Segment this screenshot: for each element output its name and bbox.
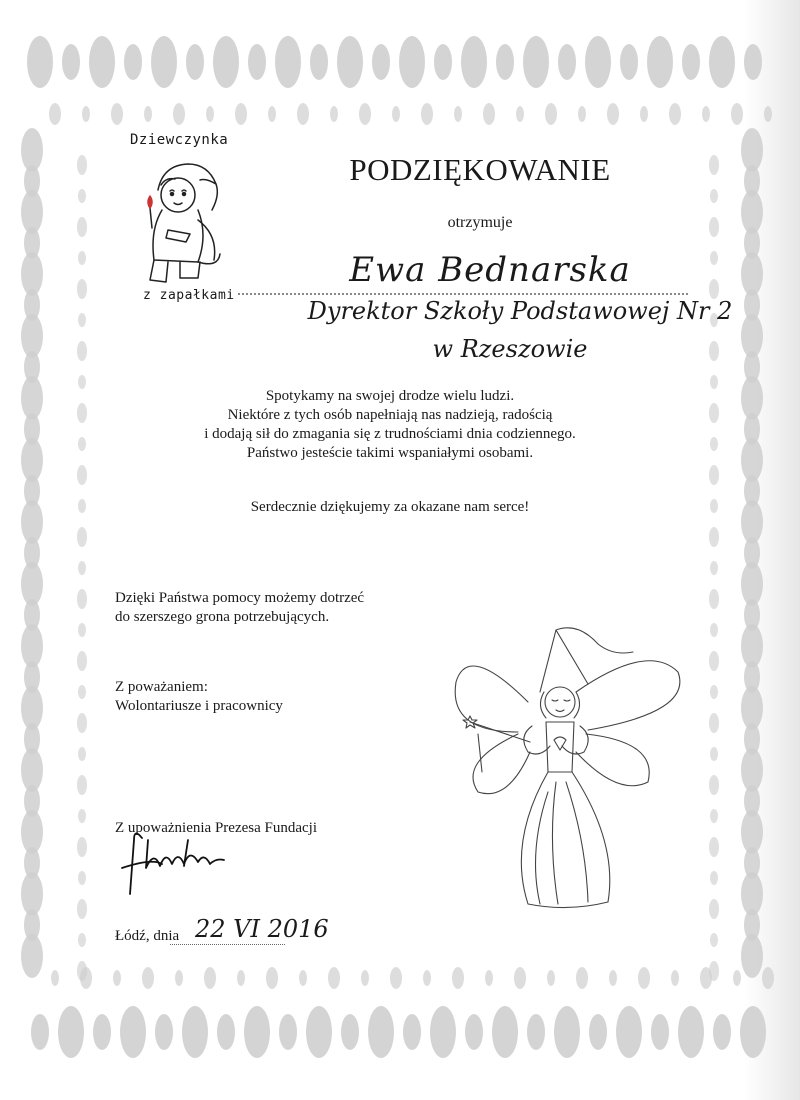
border-dot [710, 189, 718, 203]
border-dot [709, 837, 719, 857]
border-dot [589, 1014, 607, 1050]
border-dot [78, 313, 86, 327]
border-dot [248, 44, 266, 80]
border-dot [607, 103, 619, 125]
border-dot [213, 36, 239, 88]
border-dot [142, 967, 154, 989]
border-dot [21, 934, 43, 978]
border-dot [516, 106, 524, 122]
border-dot [372, 44, 390, 80]
border-dot [78, 933, 86, 947]
border-dot [279, 1014, 297, 1050]
border-dot [741, 934, 763, 978]
border-dot [709, 36, 735, 88]
date-value: 22 VI 2016 [195, 915, 329, 943]
paragraph-line: Niektóre z tych osób napełniają nas nadzieją, radością [227, 407, 553, 423]
border-dot [299, 970, 307, 986]
border-dot [310, 44, 328, 80]
border-dot [78, 809, 86, 823]
border-dot [710, 685, 718, 699]
border-dot [710, 871, 718, 885]
border-dot [217, 1014, 235, 1050]
border-dot [423, 970, 431, 986]
recipient-role-line1: Dyrektor Szkoły Podstawowej Nr 2 [307, 297, 733, 325]
border-dot [155, 1014, 173, 1050]
border-dot [733, 970, 741, 986]
border-dot [51, 970, 59, 986]
border-dot [710, 623, 718, 637]
border-dot [527, 1014, 545, 1050]
border-dot [547, 970, 555, 986]
border-dot [306, 1006, 332, 1058]
border-dot [620, 44, 638, 80]
border-dot [616, 1006, 642, 1058]
border-dot [764, 106, 772, 122]
border-dot [638, 967, 650, 989]
border-dot [204, 967, 216, 989]
border-dot [709, 713, 719, 733]
border-dot [578, 106, 586, 122]
border-dot [275, 36, 301, 88]
border-dot [710, 809, 718, 823]
border-dot [576, 967, 588, 989]
border-dot [496, 44, 514, 80]
border-dot [93, 1014, 111, 1050]
border-dot [341, 1014, 359, 1050]
border-dot [237, 970, 245, 986]
border-dot [77, 775, 87, 795]
border-dot [523, 36, 549, 88]
border-dot [671, 970, 679, 986]
help-line: Dzięki Państwa pomocy możemy dotrzeć [115, 590, 365, 606]
border-dot [430, 1006, 456, 1058]
certificate-title: PODZIĘKOWANIE [349, 152, 611, 187]
border-dot [49, 103, 61, 125]
border-dot [554, 1006, 580, 1058]
border-dot [78, 623, 86, 637]
authorization-line: Z upoważnienia Prezesa Fundacji [115, 820, 318, 836]
border-dot [710, 561, 718, 575]
regards-line: Z poważaniem: [115, 679, 208, 695]
border-dot [330, 106, 338, 122]
recipient-name: Ewa Bednarska [349, 250, 631, 290]
border-dot [710, 933, 718, 947]
border-dot [266, 967, 278, 989]
border-dot [62, 44, 80, 80]
paragraph-line: i dodają sił do zmagania się z trudnościami dnia codziennego. [204, 426, 576, 442]
border-dot [710, 251, 718, 265]
border-dot [77, 961, 87, 981]
border-dot [77, 465, 87, 485]
border-dot [78, 747, 86, 761]
border-dot [77, 279, 87, 299]
border-dot [483, 103, 495, 125]
border-dot [175, 970, 183, 986]
border-dot [78, 251, 86, 265]
border-dot [709, 465, 719, 485]
border-dot [492, 1006, 518, 1058]
border-dot [78, 871, 86, 885]
help-line: do szerszego grona potrzebujących. [115, 609, 330, 625]
border-dot [359, 103, 371, 125]
border-dot [558, 44, 576, 80]
border-dot [403, 1014, 421, 1050]
border-dot [421, 103, 433, 125]
border-dot [647, 36, 673, 88]
border-dot [709, 899, 719, 919]
border-dot [713, 1014, 731, 1050]
border-dot [709, 589, 719, 609]
border-dot [328, 967, 340, 989]
border-dot [640, 106, 648, 122]
border-dot [461, 36, 487, 88]
border-dot [124, 44, 142, 80]
border-dot [77, 713, 87, 733]
border-dot [545, 103, 557, 125]
border-dot [740, 1006, 766, 1058]
border-dot [465, 1014, 483, 1050]
border-dot [454, 106, 462, 122]
border-dot [390, 967, 402, 989]
border-dot [77, 651, 87, 671]
border-dot [368, 1006, 394, 1058]
border-dot [120, 1006, 146, 1058]
border-dot [709, 527, 719, 547]
border-dot [77, 589, 87, 609]
border-dot [27, 36, 53, 88]
border-dot [709, 961, 719, 981]
border-dot [709, 279, 719, 299]
border-dot [651, 1014, 669, 1050]
handwritten-signature-icon [112, 830, 242, 900]
border-dot [731, 103, 743, 125]
date-dotted-line [170, 944, 285, 945]
border-dot [744, 44, 762, 80]
message-paragraph [0, 387, 780, 463]
border-dot [77, 527, 87, 547]
border-dot [77, 837, 87, 857]
border-dot [173, 103, 185, 125]
border-dot [235, 103, 247, 125]
border-dot [268, 106, 276, 122]
border-dot [452, 967, 464, 989]
border-dot [678, 1006, 704, 1058]
regards-text [115, 678, 283, 716]
receives-label: otrzymuje [447, 214, 513, 231]
border-dot [77, 899, 87, 919]
recipient-dotted-line [238, 293, 688, 295]
help-text [115, 589, 364, 627]
border-dot [111, 103, 123, 125]
border-dot [669, 103, 681, 125]
border-dot [702, 106, 710, 122]
fairy-godmother-icon [448, 622, 698, 912]
border-dot [392, 106, 400, 122]
border-dot [361, 970, 369, 986]
border-dot [337, 36, 363, 88]
border-dot [514, 967, 526, 989]
recipient-role-line2: w Rzeszowie [432, 335, 588, 363]
border-dot [485, 970, 493, 986]
border-dot [182, 1006, 208, 1058]
border-dot [244, 1006, 270, 1058]
border-dot [186, 44, 204, 80]
border-dot [89, 36, 115, 88]
border-dot [434, 44, 452, 80]
border-dot [762, 967, 774, 989]
paragraph-line: Spotykamy na swojej drodze wielu ludzi. [265, 388, 515, 404]
logo-text-bottom: z zapałkami [143, 288, 235, 303]
date-label: Łódź, dnia [115, 928, 180, 944]
thanks-line: Serdecznie dziękujemy za okazane nam serce! [250, 499, 530, 515]
border-dot [31, 1014, 49, 1050]
border-dot [78, 685, 86, 699]
border-dot [77, 341, 87, 361]
border-dot [78, 189, 86, 203]
logo-text-top: Dziewczynka [130, 132, 229, 148]
border-dot [206, 106, 214, 122]
border-dot [297, 103, 309, 125]
paragraph-line: Państwo jesteście takimi wspaniałymi osobami. [246, 445, 534, 461]
border-dot [82, 106, 90, 122]
border-dot [399, 36, 425, 88]
border-dot [709, 775, 719, 795]
border-dot [58, 1006, 84, 1058]
border-dot [113, 970, 121, 986]
border-dot [585, 36, 611, 88]
border-dot [709, 651, 719, 671]
border-dot [151, 36, 177, 88]
border-dot [78, 561, 86, 575]
border-dot [682, 44, 700, 80]
border-dot [709, 341, 719, 361]
border-dot [144, 106, 152, 122]
border-dot [710, 747, 718, 761]
regards-line: Wolontariusze i pracownicy [115, 698, 283, 714]
border-dot [609, 970, 617, 986]
